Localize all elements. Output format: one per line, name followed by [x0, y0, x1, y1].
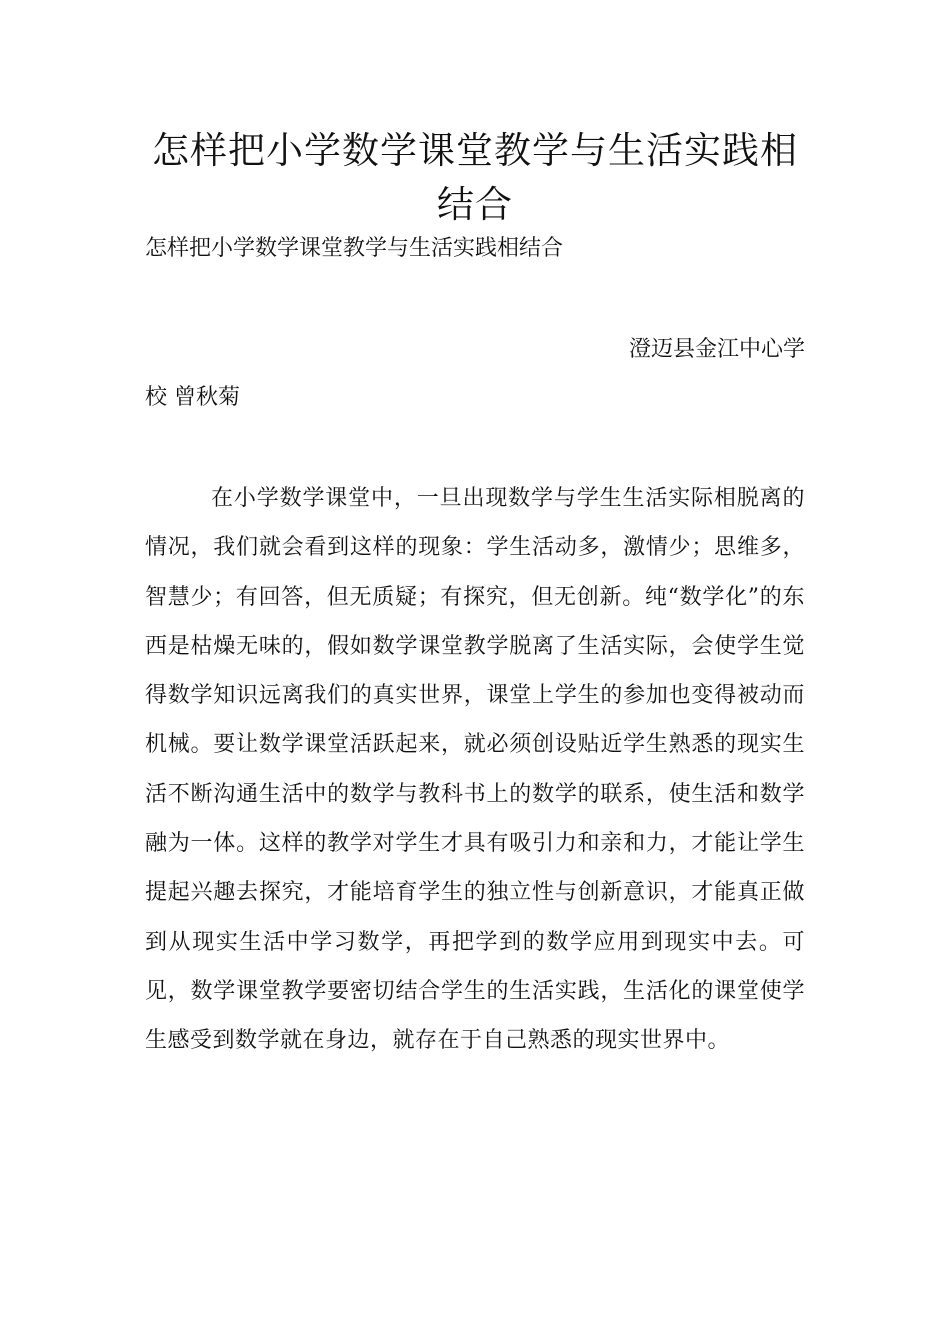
author-affiliation: 澄迈县金江中心学: [628, 337, 805, 362]
document-title: 怎样把小学数学课堂教学与生活实践相结合: [152, 129, 798, 226]
author-name: 校 曾秋菊: [145, 385, 240, 410]
body-paragraph: 在小学数学课堂中，一旦出现数学与学生生活实际相脱离的情况，我们就会看到这样的现象：学生活动多，激情少；思维多，智慧少；有回答，但无质疑；有探究，但无创新。纯“数学化”的东西是枯燥无味的，假如数学课堂教学脱离了生活实际，会使学生觉得数学知识远离我们的真实世界，课堂上学生的参加也变得被动而机械。要让数学课堂活跃起来，就必须创设贴近学生熟悉的现实生活不断沟通生活中的数学与教科书上的数学的联系，使生活和数学融为一体。这样的教学对学生才具有吸引力和亲和力，才能让学生提起兴趣去探究，才能培育学生的独立性与创新意识，才能真正做到从现实生活中学习数学，再把学到的数学应用到现实中去。可见，数学课堂教学要密切结合学生的生活实践，生活化的课堂使学生感受到数学就在身边，就存在于自己熟悉的现实世界中。: [145, 486, 805, 1054]
document-subtitle: 怎样把小学数学课堂教学与生活实践相结合: [145, 236, 564, 261]
